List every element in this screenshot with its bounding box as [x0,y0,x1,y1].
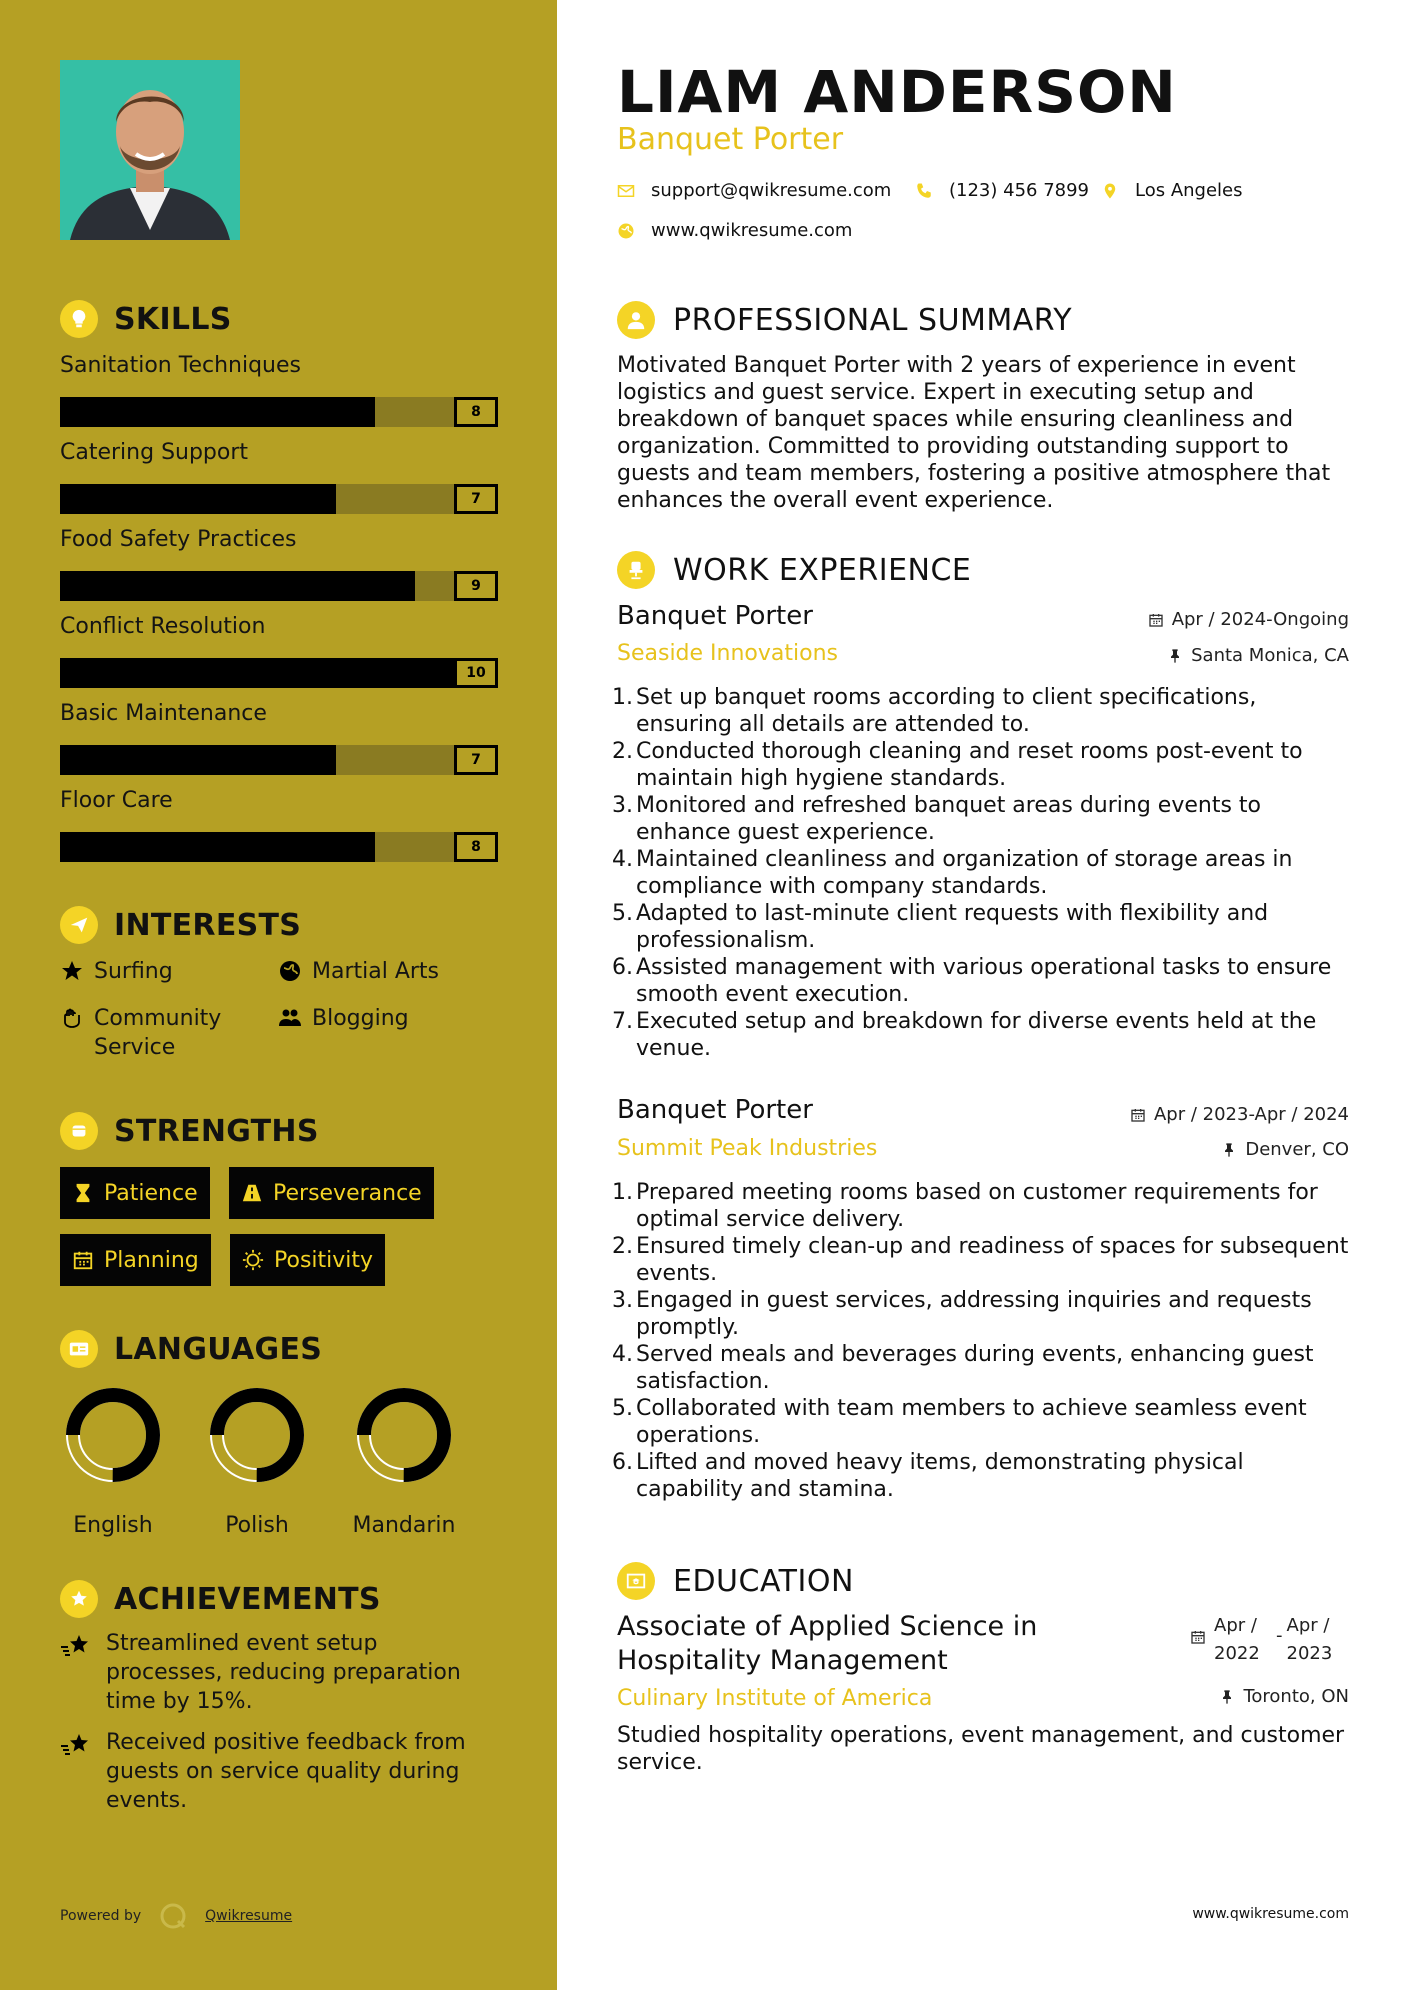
footer-url[interactable]: www.qwikresume.com [1192,1906,1349,1922]
summary-text: Motivated Banquet Porter with 2 years of experience in event logistics and guest service. Expert in executing setup and breakdown of banquet spaces while ensuring cleanliness and organization. Committed to providing outstanding support to guests and team members, fostering a positive atmosphere that enhances the overall event experience. [617,353,1331,513]
skill-bar [60,484,498,514]
education-description: Studied hospitality operations, event management, and customer service. [617,1723,1345,1775]
candidate-role: Banquet Porter [617,122,844,157]
skill-level: 8 [454,832,498,862]
duty-item: 2. Ensured timely clean-up and readiness of spaces for subsequent events. [612,1234,1349,1286]
skill-level: 10 [454,658,498,688]
skill-bar [60,571,498,601]
lightbulb-icon [60,300,98,338]
interest-item: Martial Arts [278,957,439,986]
duty-item: 4. Maintained cleanliness and organization of storage areas in compliance with company standards. [612,847,1293,899]
job-date: Apr / 2023-Apr / 2024 [1130,1104,1349,1125]
hand-icon [60,1006,84,1030]
graduation-icon [617,1562,655,1600]
interests-heading: INTERESTS [60,906,301,944]
duty-item: 6. Assisted management with various operational tasks to ensure smooth event execution. [612,955,1332,1007]
language-item: Mandarin [354,1385,454,1538]
contact-location: Los Angeles [1101,180,1243,201]
star-icon [60,959,84,983]
languages-heading: LANGUAGES [60,1330,322,1368]
education-location: Toronto, ON [1219,1686,1349,1707]
hourglass-icon [72,1182,94,1204]
duty-item: 5. Collaborated with team members to achieve seamless event operations. [612,1396,1307,1448]
users-icon [278,1006,302,1030]
interest-item: Blogging [278,1004,409,1033]
road-icon [241,1182,263,1204]
duty-item: 4. Served meals and beverages during events, enhancing guest satisfaction. [612,1342,1314,1394]
sun-icon [242,1249,264,1271]
skill-fill [60,397,375,427]
fist-icon [60,1112,98,1150]
skill-fill [60,745,336,775]
strengths-heading: STRENGTHS [60,1112,319,1150]
skill-item: Floor Care 8 [60,786,498,862]
paper-plane-icon [60,906,98,944]
skill-fill [60,571,415,601]
skill-bar [60,832,498,862]
phone-icon [915,182,933,200]
job-location: Denver, CO [1221,1139,1349,1160]
pushpin-icon [1221,1141,1237,1159]
office-chair-icon [617,551,655,589]
language-card-icon [60,1330,98,1368]
skill-bar [60,397,498,427]
duty-item: 5. Adapted to last-minute client requests with flexibility and professionalism. [612,901,1269,953]
experience-heading: WORK EXPERIENCE [617,551,971,589]
skill-fill [60,658,454,688]
skills-heading: SKILLS [60,300,232,338]
achievements-heading: ACHIEVEMENTS [60,1580,381,1618]
achievement-item: Received positive feedback from guests on service quality during events. [60,1728,490,1815]
language-item: Polish [207,1385,307,1538]
education-date: Apr / 2022 - Apr / 2023 [1190,1612,1349,1668]
language-ring [354,1385,454,1485]
skill-bar [60,658,498,688]
shooting-star-icon [60,1633,92,1659]
duty-item: 7. Executed setup and breakdown for diverse events held at the venue. [612,1009,1317,1061]
strength-tag: Perseverance [229,1167,434,1219]
skill-item: Catering Support 7 [60,438,498,514]
duty-item: 1. Prepared meeting rooms based on customer requirements for optimal service delivery. [612,1180,1318,1232]
job-duties [612,684,1357,1062]
skill-item: Basic Maintenance 7 [60,699,498,775]
school-name: Culinary Institute of America [617,1686,933,1711]
duty-item: 3. Engaged in guest services, addressing inquiries and requests promptly. [612,1288,1312,1340]
degree-title: Associate of Applied Science in Hospitality Management [617,1611,1038,1676]
strength-tag: Planning [60,1234,211,1286]
education-heading: EDUCATION [617,1562,854,1600]
envelope-icon [617,182,635,200]
star-badge-icon [60,1580,98,1618]
qwikresume-logo-icon [159,1902,187,1930]
contact-website [617,220,852,241]
email-link[interactable]: support@qwikresume.com [651,180,892,201]
contact-email [617,180,891,201]
summary-heading: PROFESSIONAL SUMMARY [617,301,1072,339]
duty-item: 6. Lifted and moved heavy items, demonstrating physical capability and stamina. [612,1450,1244,1502]
calendar-icon [1190,1628,1206,1646]
job-location: Santa Monica, CA [1167,645,1349,666]
globe-icon [278,959,302,983]
duty-item: 2. Conducted thorough cleaning and reset rooms post-event to maintain high hygiene standards. [612,739,1303,791]
website-link[interactable]: www.qwikresume.com [651,220,853,241]
job-company: Seaside Innovations [617,641,838,666]
job-title: Banquet Porter [617,601,813,631]
calendar-icon [72,1249,94,1271]
duty-item: 3. Monitored and refreshed banquet areas during events to enhance guest experience. [612,793,1261,845]
skill-level: 9 [454,571,498,601]
strength-tag: Positivity [230,1234,385,1286]
shooting-star-icon [60,1732,92,1758]
interest-item: Surfing [60,957,173,986]
achievement-item: Streamlined event setup processes, reducing preparation time by 15%. [60,1629,490,1716]
job-company: Summit Peak Industries [617,1136,878,1161]
job-title: Banquet Porter [617,1095,813,1125]
interest-item: Community Service [60,1004,260,1062]
skill-fill [60,484,336,514]
skill-level: 8 [454,397,498,427]
skill-item: Food Safety Practices 9 [60,525,498,601]
skill-item: Conflict Resolution 10 [60,612,498,688]
skill-level: 7 [454,745,498,775]
profile-photo [60,60,240,240]
globe-icon [617,222,635,240]
strength-tag: Patience [60,1167,210,1219]
skill-fill [60,832,375,862]
powered-by: Powered by Qwikresume [60,1902,292,1930]
calendar-icon [1148,611,1164,629]
qwikresume-link[interactable]: Qwikresume [205,1908,293,1924]
user-icon [617,301,655,339]
pushpin-icon [1219,1688,1235,1706]
language-ring [63,1385,163,1485]
skill-bar [60,745,498,775]
duty-item: 1. Set up banquet rooms according to client specifications, ensuring all details are attended to. [612,685,1257,737]
language-ring [207,1385,307,1485]
job-date: Apr / 2024-Ongoing [1148,609,1349,630]
map-pin-icon [1101,182,1119,200]
calendar-icon [1130,1106,1146,1124]
skill-item: Sanitation Techniques 8 [60,351,498,427]
language-item: English [63,1385,163,1538]
pushpin-icon [1167,647,1183,665]
skill-level: 7 [454,484,498,514]
sidebar [0,0,557,1990]
job-duties [612,1179,1357,1503]
contact-phone: (123) 456 7899 [915,180,1089,201]
candidate-name: LIAM ANDERSON [617,58,1177,126]
